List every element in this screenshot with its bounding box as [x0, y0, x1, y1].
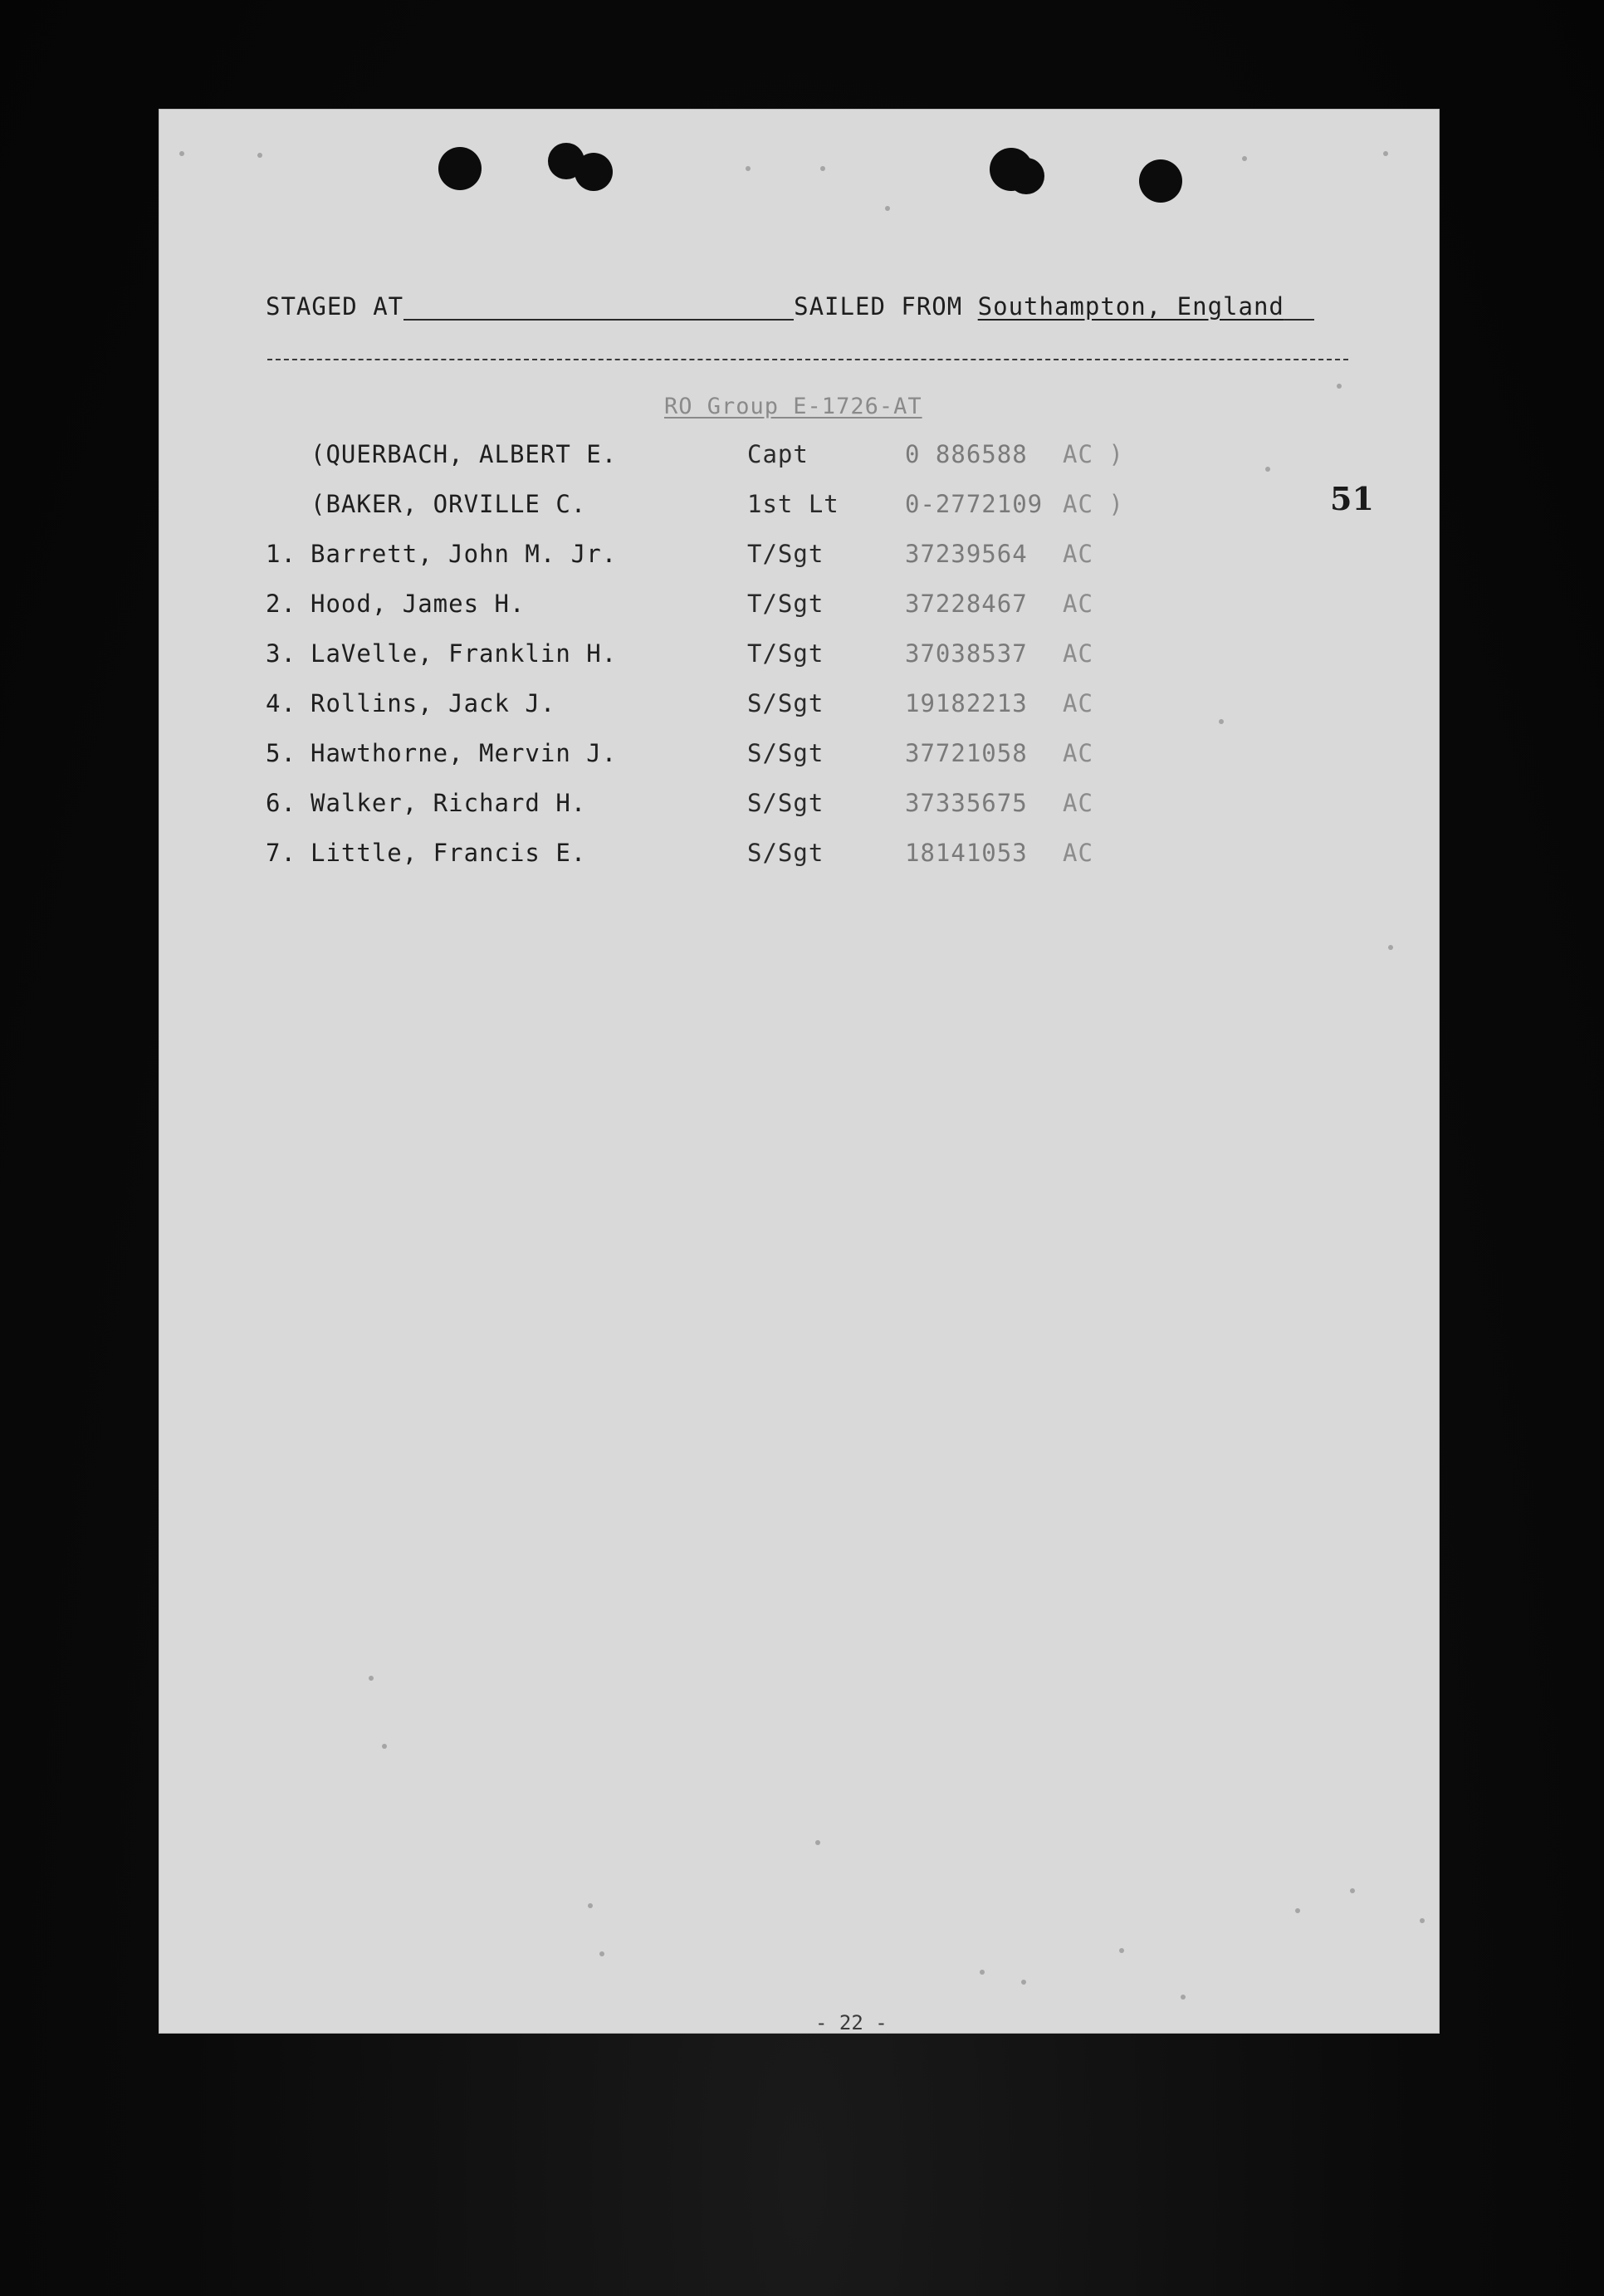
- scan-speck: [599, 1951, 604, 1956]
- roster-rank: S/Sgt: [747, 689, 824, 717]
- scan-speck: [257, 153, 262, 158]
- group-title: RO Group E-1726-AT: [664, 394, 922, 419]
- roster-name: Walker, Richard H.: [311, 789, 587, 817]
- roster-rank: Capt: [747, 440, 809, 468]
- roster-branch: AC: [1063, 639, 1093, 668]
- roster-rank: T/Sgt: [747, 639, 824, 668]
- scan-speck: [820, 166, 825, 171]
- roster-serial: 37335675: [905, 789, 1028, 817]
- roster-branch: AC: [1063, 839, 1093, 867]
- roster-name: Hawthorne, Mervin J.: [311, 739, 618, 767]
- punch-hole: [1008, 158, 1044, 194]
- roster-number: 4.: [266, 689, 296, 717]
- roster-branch: AC: [1063, 689, 1093, 717]
- staged-sailed-line: [266, 292, 1345, 321]
- roster-rank: S/Sgt: [747, 739, 824, 767]
- roster-row: [266, 689, 1262, 739]
- roster-rank: T/Sgt: [747, 590, 824, 618]
- scan-speck: [885, 206, 890, 211]
- roster-name: Barrett, John M. Jr.: [311, 540, 618, 568]
- roster-serial: 0-2772109: [905, 490, 1044, 518]
- roster-number: 7.: [266, 839, 296, 867]
- scan-speck: [179, 151, 184, 156]
- roster-serial: 37721058: [905, 739, 1028, 767]
- roster-number: 1.: [266, 540, 296, 568]
- roster-number: 2.: [266, 590, 296, 618]
- sailed-from-value: Southampton, England: [977, 292, 1284, 321]
- roster-name: (QUERBACH, ALBERT E.: [311, 440, 618, 468]
- punch-hole: [575, 153, 613, 191]
- sailed-from-tail: [1284, 297, 1314, 321]
- roster-row: [266, 540, 1262, 590]
- scan-speck: [1350, 1888, 1355, 1893]
- roster-branch: AC: [1063, 739, 1093, 767]
- punch-hole: [1139, 159, 1182, 203]
- scan-speck: [1383, 151, 1388, 156]
- sailed-from-label: SAILED FROM: [794, 292, 963, 321]
- scan-speck: [1119, 1948, 1124, 1953]
- roster-serial: 0 886588: [905, 440, 1028, 468]
- roster-name: Hood, James H.: [311, 590, 526, 618]
- scan-speck: [1295, 1908, 1300, 1913]
- scan-speck: [382, 1744, 387, 1749]
- punch-hole: [438, 147, 482, 190]
- staged-at-label: STAGED AT: [266, 292, 404, 321]
- roster-rank: 1st Lt: [747, 490, 839, 518]
- document-page: [159, 110, 1439, 2033]
- roster-serial: 19182213: [905, 689, 1028, 717]
- scan-speck: [746, 166, 751, 171]
- scan-speck: [815, 1840, 820, 1845]
- roster-name: Little, Francis E.: [311, 839, 587, 867]
- roster-row: [266, 839, 1262, 889]
- roster-row: [266, 789, 1262, 839]
- roster-branch: AC: [1063, 590, 1093, 618]
- header-rule: [267, 359, 1348, 360]
- scan-speck: [1242, 156, 1247, 161]
- roster-serial: 37038537: [905, 639, 1028, 668]
- personnel-roster: [266, 440, 1262, 889]
- scan-speck: [588, 1903, 593, 1908]
- scan-speck: [1021, 1980, 1026, 1985]
- roster-name: Rollins, Jack J.: [311, 689, 556, 717]
- scan-speck: [1420, 1918, 1425, 1923]
- roster-rank: T/Sgt: [747, 540, 824, 568]
- page-footer: - 22 -: [815, 2011, 888, 2034]
- roster-name: (BAKER, ORVILLE C.: [311, 490, 587, 518]
- scan-speck: [369, 1676, 374, 1681]
- roster-branch: AC: [1063, 789, 1093, 817]
- roster-branch: AC ): [1063, 490, 1124, 518]
- scan-speck: [1265, 467, 1270, 472]
- roster-rank: S/Sgt: [747, 839, 824, 867]
- scan-speck: [1337, 384, 1342, 389]
- staged-at-blank: [403, 297, 794, 321]
- page-number: 51: [1330, 480, 1374, 517]
- roster-row: [266, 739, 1262, 789]
- roster-row: [266, 639, 1262, 689]
- scan-speck: [1388, 945, 1393, 950]
- roster-number: 5.: [266, 739, 296, 767]
- roster-row: [266, 490, 1262, 540]
- roster-number: 6.: [266, 789, 296, 817]
- roster-number: 3.: [266, 639, 296, 668]
- roster-serial: 37228467: [905, 590, 1028, 618]
- roster-name: LaVelle, Franklin H.: [311, 639, 618, 668]
- roster-serial: 37239564: [905, 540, 1028, 568]
- roster-branch: AC ): [1063, 440, 1124, 468]
- roster-row: [266, 590, 1262, 639]
- roster-row: [266, 440, 1262, 490]
- scan-speck: [1181, 1995, 1186, 2000]
- roster-rank: S/Sgt: [747, 789, 824, 817]
- scan-speck: [980, 1970, 985, 1975]
- roster-branch: AC: [1063, 540, 1093, 568]
- roster-serial: 18141053: [905, 839, 1028, 867]
